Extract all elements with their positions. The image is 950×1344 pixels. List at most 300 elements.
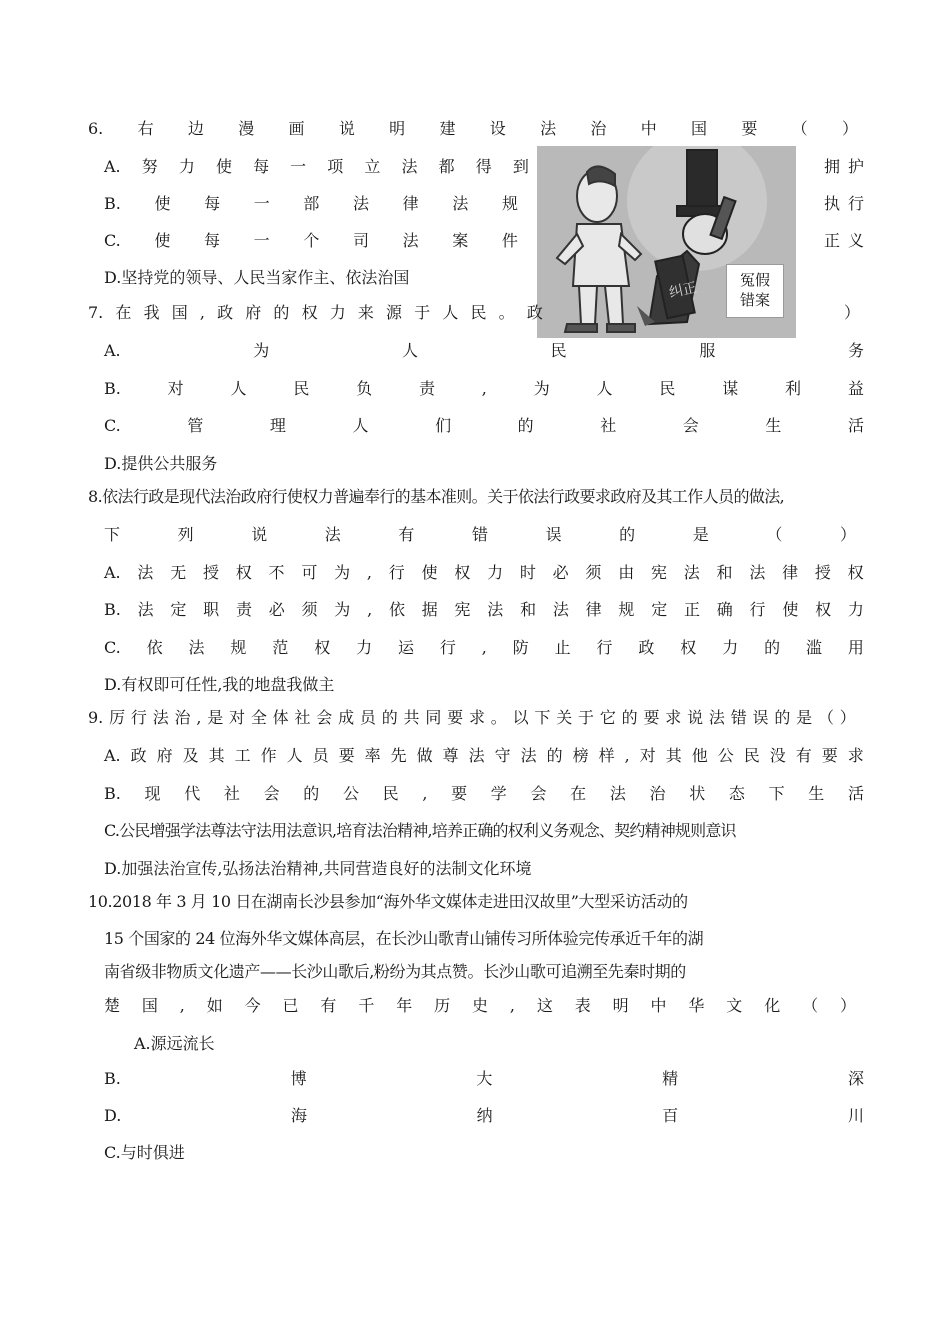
text-glyph: 求 bbox=[468, 708, 485, 727]
q8-stem-line2 bbox=[104, 524, 856, 546]
text-glyph: 纳 bbox=[476, 1106, 493, 1125]
text-glyph: 法 bbox=[609, 784, 626, 803]
text-glyph: 为 bbox=[533, 379, 550, 398]
text-glyph: 漫 bbox=[238, 119, 255, 138]
text-glyph: 得 bbox=[475, 157, 492, 176]
text-glyph: 正 bbox=[824, 231, 841, 250]
text-glyph: 求 bbox=[665, 708, 682, 727]
q9-option-a bbox=[104, 745, 864, 767]
text-glyph: 人 bbox=[401, 341, 418, 360]
text-glyph: 们 bbox=[435, 416, 452, 435]
q10-stem-line3: 南省级非物质文化遗产——长沙山歌后,粉纷为其点赞。长沙山歌可追溯至先秦时期的 bbox=[104, 962, 686, 981]
text-glyph: B. bbox=[104, 784, 121, 803]
text-glyph: 无 bbox=[170, 563, 187, 582]
text-glyph: 要 bbox=[338, 746, 355, 765]
text-glyph: 要 bbox=[643, 708, 660, 727]
text-glyph: 律 bbox=[585, 600, 602, 619]
text-glyph: 对 bbox=[167, 379, 184, 398]
text-glyph: （ bbox=[817, 708, 834, 727]
text-glyph: 千 bbox=[358, 996, 375, 1015]
text-glyph: 学 bbox=[490, 784, 507, 803]
text-glyph: 明 bbox=[389, 119, 406, 138]
q8-stem: 8.依法行政是现代法治政府行使权力普遍奉行的基本准则。关于依法行政要求政府及其工作人员的做法, bbox=[88, 487, 785, 506]
text-glyph: 府 bbox=[245, 303, 262, 322]
text-glyph: 必 bbox=[552, 563, 569, 582]
text-glyph: 法 bbox=[137, 563, 154, 582]
text-glyph: C. bbox=[104, 231, 121, 250]
text-glyph: 会 bbox=[682, 416, 699, 435]
text-glyph: 法 bbox=[137, 600, 154, 619]
q8-option-a bbox=[104, 562, 864, 584]
text-glyph: 社 bbox=[294, 708, 311, 727]
text-glyph: 公 bbox=[717, 746, 734, 765]
text-glyph: 的 bbox=[621, 708, 638, 727]
text-glyph: 和 bbox=[520, 600, 537, 619]
text-glyph: 生 bbox=[765, 416, 782, 435]
text-glyph: 海 bbox=[290, 1106, 307, 1125]
text-glyph: 项 bbox=[327, 157, 344, 176]
text-glyph: 它 bbox=[599, 708, 616, 727]
text-glyph: 须 bbox=[301, 600, 318, 619]
text-glyph: 样 bbox=[598, 746, 615, 765]
text-glyph: 说 bbox=[338, 119, 355, 138]
q7-option-c bbox=[104, 415, 864, 437]
text-glyph: 法 bbox=[452, 194, 469, 213]
text-glyph: , bbox=[481, 379, 487, 398]
text-glyph: 人 bbox=[230, 379, 247, 398]
text-glyph: 法 bbox=[353, 194, 370, 213]
text-glyph: 件 bbox=[501, 231, 518, 250]
text-glyph: 一 bbox=[253, 194, 270, 213]
text-glyph: 府 bbox=[156, 746, 173, 765]
q8-option-d: D.有权即可任性,我的地盘我做主 bbox=[104, 675, 335, 694]
text-glyph: 力 bbox=[178, 157, 195, 176]
text-glyph: 6. bbox=[88, 119, 104, 138]
text-glyph: 运 bbox=[397, 638, 414, 657]
q10-option-c: C.与时俱进 bbox=[104, 1143, 185, 1162]
text-glyph: 误 bbox=[752, 708, 769, 727]
q9-option-b bbox=[104, 783, 864, 805]
q9-stem bbox=[88, 707, 856, 729]
q6-option-d: D.坚持党的领导、人民当家作主、依法治国 bbox=[104, 268, 410, 287]
text-glyph: 于 bbox=[578, 708, 595, 727]
q8-option-b bbox=[104, 599, 864, 621]
text-glyph: 关 bbox=[556, 708, 573, 727]
text-glyph: 国 bbox=[141, 996, 158, 1015]
text-glyph: 共 bbox=[403, 708, 420, 727]
text-glyph: 民 bbox=[470, 303, 487, 322]
text-glyph: 政 bbox=[526, 303, 543, 322]
text-glyph: 力 bbox=[356, 638, 373, 657]
text-glyph: 一 bbox=[290, 157, 307, 176]
text-glyph: 不 bbox=[268, 563, 285, 582]
text-glyph: 说 bbox=[687, 708, 704, 727]
text-glyph: 川 bbox=[847, 1106, 864, 1125]
text-glyph: 宪 bbox=[454, 600, 471, 619]
text-glyph: 民 bbox=[382, 784, 399, 803]
text-glyph: 使 bbox=[421, 563, 438, 582]
text-glyph: 每 bbox=[204, 231, 221, 250]
text-glyph: 在 bbox=[570, 784, 587, 803]
text-glyph: 治 bbox=[649, 784, 666, 803]
text-glyph: 历 bbox=[434, 996, 451, 1015]
text-glyph: 的 bbox=[273, 303, 290, 322]
q9-option-d: D.加强法治宣传,弘扬法治精神,共同营造良好的法制文化环境 bbox=[104, 859, 532, 878]
text-glyph: 治 bbox=[174, 708, 191, 727]
text-glyph: 执 bbox=[824, 194, 841, 213]
text-glyph: （ bbox=[791, 119, 808, 138]
text-glyph: 9. bbox=[88, 708, 104, 727]
text-glyph: 的 bbox=[619, 525, 636, 544]
text-glyph: 没 bbox=[769, 746, 786, 765]
text-glyph: 源 bbox=[386, 303, 403, 322]
text-glyph: 有 bbox=[795, 746, 812, 765]
text-glyph: 都 bbox=[438, 157, 455, 176]
text-glyph: 。 bbox=[490, 708, 507, 727]
text-glyph: 尊 bbox=[442, 746, 459, 765]
text-glyph: 职 bbox=[203, 600, 220, 619]
cartoon-caption bbox=[726, 264, 784, 318]
text-glyph: 用 bbox=[847, 638, 864, 657]
text-glyph: 法 bbox=[324, 525, 341, 544]
text-glyph: 的 bbox=[764, 638, 781, 657]
text-glyph: 博 bbox=[290, 1069, 307, 1088]
text-glyph: 护 bbox=[847, 157, 864, 176]
text-glyph: 范 bbox=[272, 638, 289, 657]
text-glyph: 现 bbox=[144, 784, 161, 803]
text-glyph: 须 bbox=[585, 563, 602, 582]
text-glyph: 这 bbox=[536, 996, 553, 1015]
text-glyph: 成 bbox=[338, 708, 355, 727]
text-glyph: 授 bbox=[202, 563, 219, 582]
text-glyph: 的 bbox=[546, 746, 563, 765]
text-glyph: 每 bbox=[204, 194, 221, 213]
text-glyph: 谋 bbox=[722, 379, 739, 398]
text-glyph: 政 bbox=[217, 303, 234, 322]
text-glyph: 其 bbox=[208, 746, 225, 765]
text-glyph: 画 bbox=[288, 119, 305, 138]
q8-option-c bbox=[104, 637, 864, 659]
text-glyph: 状 bbox=[689, 784, 706, 803]
text-glyph: 的 bbox=[517, 416, 534, 435]
text-glyph: 权 bbox=[454, 563, 471, 582]
text-glyph: 据 bbox=[421, 600, 438, 619]
text-glyph: 定 bbox=[651, 600, 668, 619]
text-glyph: 中 bbox=[640, 119, 657, 138]
text-glyph: , bbox=[481, 638, 487, 657]
text-glyph: 态 bbox=[728, 784, 745, 803]
q7-option-b bbox=[104, 378, 864, 400]
text-glyph: 为 bbox=[253, 341, 270, 360]
text-glyph: 力 bbox=[329, 303, 346, 322]
cartoon-caption-line2: 错案 bbox=[739, 291, 770, 309]
text-glyph: , bbox=[367, 600, 373, 619]
text-glyph: 7. bbox=[88, 303, 104, 322]
text-glyph: 授 bbox=[814, 563, 831, 582]
text-glyph: 行 bbox=[749, 600, 766, 619]
text-glyph: 法 bbox=[708, 708, 725, 727]
q6-option-a-left bbox=[104, 156, 529, 178]
text-glyph: 一 bbox=[253, 231, 270, 250]
text-glyph: 责 bbox=[418, 379, 435, 398]
q6-option-c-right bbox=[824, 230, 864, 252]
text-glyph: 做 bbox=[416, 746, 433, 765]
text-glyph: 说 bbox=[251, 525, 268, 544]
text-glyph: 必 bbox=[268, 600, 285, 619]
text-glyph: 民 bbox=[659, 379, 676, 398]
text-glyph: 是 bbox=[692, 525, 709, 544]
text-glyph: 每 bbox=[253, 157, 270, 176]
text-glyph: 可 bbox=[301, 563, 318, 582]
text-glyph: 国 bbox=[171, 303, 188, 322]
q9-option-c: C.公民增强学法尊法守法用法意识,培育法治精神,培养正确的权利义务观念、契约精神规则意识 bbox=[104, 821, 736, 840]
text-glyph: 律 bbox=[402, 194, 419, 213]
text-glyph: 如 bbox=[206, 996, 223, 1015]
text-glyph: 到 bbox=[512, 157, 529, 176]
text-glyph: 权 bbox=[314, 638, 331, 657]
text-glyph: 管 bbox=[187, 416, 204, 435]
q7-stem-end: ） bbox=[844, 303, 861, 322]
text-glyph: 有 bbox=[398, 525, 415, 544]
text-glyph: 行 bbox=[388, 563, 405, 582]
text-glyph: 百 bbox=[662, 1106, 679, 1125]
text-glyph: 会 bbox=[316, 708, 333, 727]
text-glyph: 负 bbox=[356, 379, 373, 398]
text-glyph: 依 bbox=[146, 638, 163, 657]
text-glyph: 和 bbox=[716, 563, 733, 582]
text-glyph: 正 bbox=[683, 600, 700, 619]
text-glyph: 深 bbox=[847, 1069, 864, 1088]
q6-option-c-left bbox=[104, 230, 518, 252]
text-glyph: 止 bbox=[554, 638, 571, 657]
text-glyph: 理 bbox=[269, 416, 286, 435]
text-glyph: 求 bbox=[847, 746, 864, 765]
text-glyph: 个 bbox=[303, 231, 320, 250]
text-glyph: 对 bbox=[639, 746, 656, 765]
text-glyph: A. bbox=[104, 563, 121, 582]
q10-stem-line4 bbox=[104, 995, 856, 1017]
text-glyph: 设 bbox=[489, 119, 506, 138]
text-glyph: 使 bbox=[154, 194, 171, 213]
text-glyph: 权 bbox=[815, 600, 832, 619]
q7-stem bbox=[88, 302, 543, 324]
text-glyph: 行 bbox=[596, 638, 613, 657]
text-glyph: 已 bbox=[282, 996, 299, 1015]
text-glyph: 规 bbox=[501, 194, 518, 213]
text-glyph: 权 bbox=[680, 638, 697, 657]
text-glyph: 体 bbox=[272, 708, 289, 727]
text-glyph: 定 bbox=[170, 600, 187, 619]
text-glyph: 对 bbox=[229, 708, 246, 727]
text-glyph: 民 bbox=[550, 341, 567, 360]
text-glyph: 今 bbox=[244, 996, 261, 1015]
text-glyph: B. bbox=[104, 194, 121, 213]
text-glyph: 部 bbox=[303, 194, 320, 213]
text-glyph: 公 bbox=[342, 784, 359, 803]
text-glyph: 及 bbox=[182, 746, 199, 765]
text-glyph: 利 bbox=[785, 379, 802, 398]
cartoon-caption-line1: 冤假 bbox=[739, 271, 770, 289]
text-glyph: 边 bbox=[187, 119, 204, 138]
text-glyph: 榜 bbox=[572, 746, 589, 765]
text-glyph: ） bbox=[839, 708, 856, 727]
text-glyph: 列 bbox=[177, 525, 194, 544]
text-glyph: 社 bbox=[223, 784, 240, 803]
text-glyph: 有 bbox=[320, 996, 337, 1015]
text-glyph: C. bbox=[104, 416, 121, 435]
text-glyph: 代 bbox=[184, 784, 201, 803]
text-glyph: C. bbox=[104, 638, 121, 657]
text-glyph: 同 bbox=[425, 708, 442, 727]
q6-option-b-right bbox=[824, 193, 864, 215]
text-glyph: 确 bbox=[716, 600, 733, 619]
text-glyph: 的 bbox=[774, 708, 791, 727]
text-glyph: 力 bbox=[847, 600, 864, 619]
text-glyph: 下 bbox=[534, 708, 551, 727]
text-glyph: 社 bbox=[600, 416, 617, 435]
q10-stem-line2: 15 个国家的 24 位海外华文媒体高层，在长沙山歌青山铺传习所体验完传承近千年的湖 bbox=[104, 929, 704, 948]
q10-option-a: A.源远流长 bbox=[134, 1034, 215, 1053]
text-glyph: B. bbox=[104, 600, 121, 619]
text-glyph: 法 bbox=[540, 119, 557, 138]
text-glyph: 司 bbox=[352, 231, 369, 250]
q7-option-a bbox=[104, 340, 864, 362]
text-glyph: 作 bbox=[260, 746, 277, 765]
text-glyph: 为 bbox=[334, 563, 351, 582]
text-glyph: 的 bbox=[381, 708, 398, 727]
text-glyph: 员 bbox=[312, 746, 329, 765]
text-glyph: 使 bbox=[154, 231, 171, 250]
text-glyph: 中 bbox=[650, 996, 667, 1015]
q6-stem bbox=[88, 118, 858, 140]
text-glyph: 务 bbox=[847, 341, 864, 360]
text-glyph: 时 bbox=[519, 563, 536, 582]
text-glyph: 他 bbox=[691, 746, 708, 765]
text-glyph: 益 bbox=[847, 379, 864, 398]
text-glyph: A. bbox=[104, 157, 121, 176]
text-glyph: 于 bbox=[414, 303, 431, 322]
text-glyph: 人 bbox=[596, 379, 613, 398]
text-glyph: , bbox=[624, 746, 630, 765]
text-glyph: 楚 bbox=[104, 996, 121, 1015]
text-glyph: 年 bbox=[396, 996, 413, 1015]
text-glyph: 防 bbox=[512, 638, 529, 657]
text-glyph: 全 bbox=[250, 708, 267, 727]
text-glyph: （ bbox=[766, 525, 783, 544]
text-glyph: 努 bbox=[141, 157, 158, 176]
text-glyph: 下 bbox=[104, 525, 121, 544]
text-glyph: 员 bbox=[359, 708, 376, 727]
q6-option-b-left bbox=[104, 193, 518, 215]
text-glyph: B. bbox=[104, 379, 121, 398]
text-glyph: 律 bbox=[782, 563, 799, 582]
text-glyph: 来 bbox=[357, 303, 374, 322]
text-glyph: 率 bbox=[364, 746, 381, 765]
text-glyph: 表 bbox=[574, 996, 591, 1015]
text-glyph: 活 bbox=[847, 416, 864, 435]
q10-stem-line1: 10.2018 年 3 月 10 日在湖南长沙县参加“海外华文媒体走进田汉故里”大型采访活动的 bbox=[88, 892, 688, 911]
text-glyph: 法 bbox=[152, 708, 169, 727]
text-glyph: 拥 bbox=[824, 157, 841, 176]
text-glyph: 精 bbox=[662, 1069, 679, 1088]
text-glyph: A. bbox=[104, 746, 121, 765]
text-glyph: 案 bbox=[452, 231, 469, 250]
text-glyph: 厉 bbox=[109, 708, 126, 727]
text-glyph: （ bbox=[802, 996, 819, 1015]
text-glyph: ） bbox=[839, 525, 856, 544]
text-glyph: ） bbox=[839, 996, 856, 1015]
text-glyph: 法 bbox=[683, 563, 700, 582]
text-glyph: D. bbox=[104, 1106, 122, 1125]
text-glyph: 行 bbox=[847, 194, 864, 213]
text-glyph: ） bbox=[841, 119, 858, 138]
text-glyph: 在 bbox=[115, 303, 132, 322]
text-glyph: , bbox=[366, 563, 372, 582]
text-glyph: 力 bbox=[722, 638, 739, 657]
text-glyph: 为 bbox=[334, 600, 351, 619]
text-glyph: 法 bbox=[468, 746, 485, 765]
text-glyph: A. bbox=[104, 341, 121, 360]
text-glyph: 人 bbox=[352, 416, 369, 435]
text-glyph: 规 bbox=[230, 638, 247, 657]
text-glyph: 行 bbox=[439, 638, 456, 657]
text-glyph: 法 bbox=[401, 157, 418, 176]
text-glyph: 规 bbox=[618, 600, 635, 619]
text-glyph: , bbox=[179, 996, 185, 1015]
text-glyph: , bbox=[199, 303, 205, 322]
text-glyph: 会 bbox=[263, 784, 280, 803]
text-glyph: 是 bbox=[796, 708, 813, 727]
text-glyph: 行 bbox=[130, 708, 147, 727]
text-glyph: 使 bbox=[215, 157, 232, 176]
text-glyph: 要 bbox=[741, 119, 758, 138]
text-glyph: 法 bbox=[520, 746, 537, 765]
text-glyph: 人 bbox=[442, 303, 459, 322]
text-glyph: 其 bbox=[665, 746, 682, 765]
text-glyph: 工 bbox=[234, 746, 251, 765]
text-glyph: 权 bbox=[301, 303, 318, 322]
q7-option-d: D.提供公共服务 bbox=[104, 454, 218, 473]
text-glyph: 立 bbox=[364, 157, 381, 176]
text-glyph: 使 bbox=[782, 600, 799, 619]
text-glyph: 活 bbox=[847, 784, 864, 803]
text-glyph: 服 bbox=[699, 341, 716, 360]
text-glyph: 会 bbox=[530, 784, 547, 803]
text-glyph: 误 bbox=[545, 525, 562, 544]
text-glyph: 史 bbox=[471, 996, 488, 1015]
text-glyph: 右 bbox=[137, 119, 154, 138]
text-glyph: 治 bbox=[590, 119, 607, 138]
text-glyph: 是 bbox=[207, 708, 224, 727]
text-glyph: 由 bbox=[618, 563, 635, 582]
text-glyph: 要 bbox=[451, 784, 468, 803]
text-glyph: 权 bbox=[235, 563, 252, 582]
text-glyph: 宪 bbox=[650, 563, 667, 582]
text-glyph: 的 bbox=[303, 784, 320, 803]
text-glyph: 法 bbox=[552, 600, 569, 619]
text-glyph: 文 bbox=[726, 996, 743, 1015]
text-glyph: 守 bbox=[494, 746, 511, 765]
text-glyph: 以 bbox=[512, 708, 529, 727]
text-glyph: 滥 bbox=[805, 638, 822, 657]
text-glyph: 先 bbox=[390, 746, 407, 765]
text-glyph: 生 bbox=[808, 784, 825, 803]
text-glyph: , bbox=[196, 708, 202, 727]
text-glyph: 我 bbox=[143, 303, 160, 322]
text-glyph: 。 bbox=[498, 303, 515, 322]
text-glyph: 民 bbox=[293, 379, 310, 398]
text-glyph: B. bbox=[104, 1069, 121, 1088]
